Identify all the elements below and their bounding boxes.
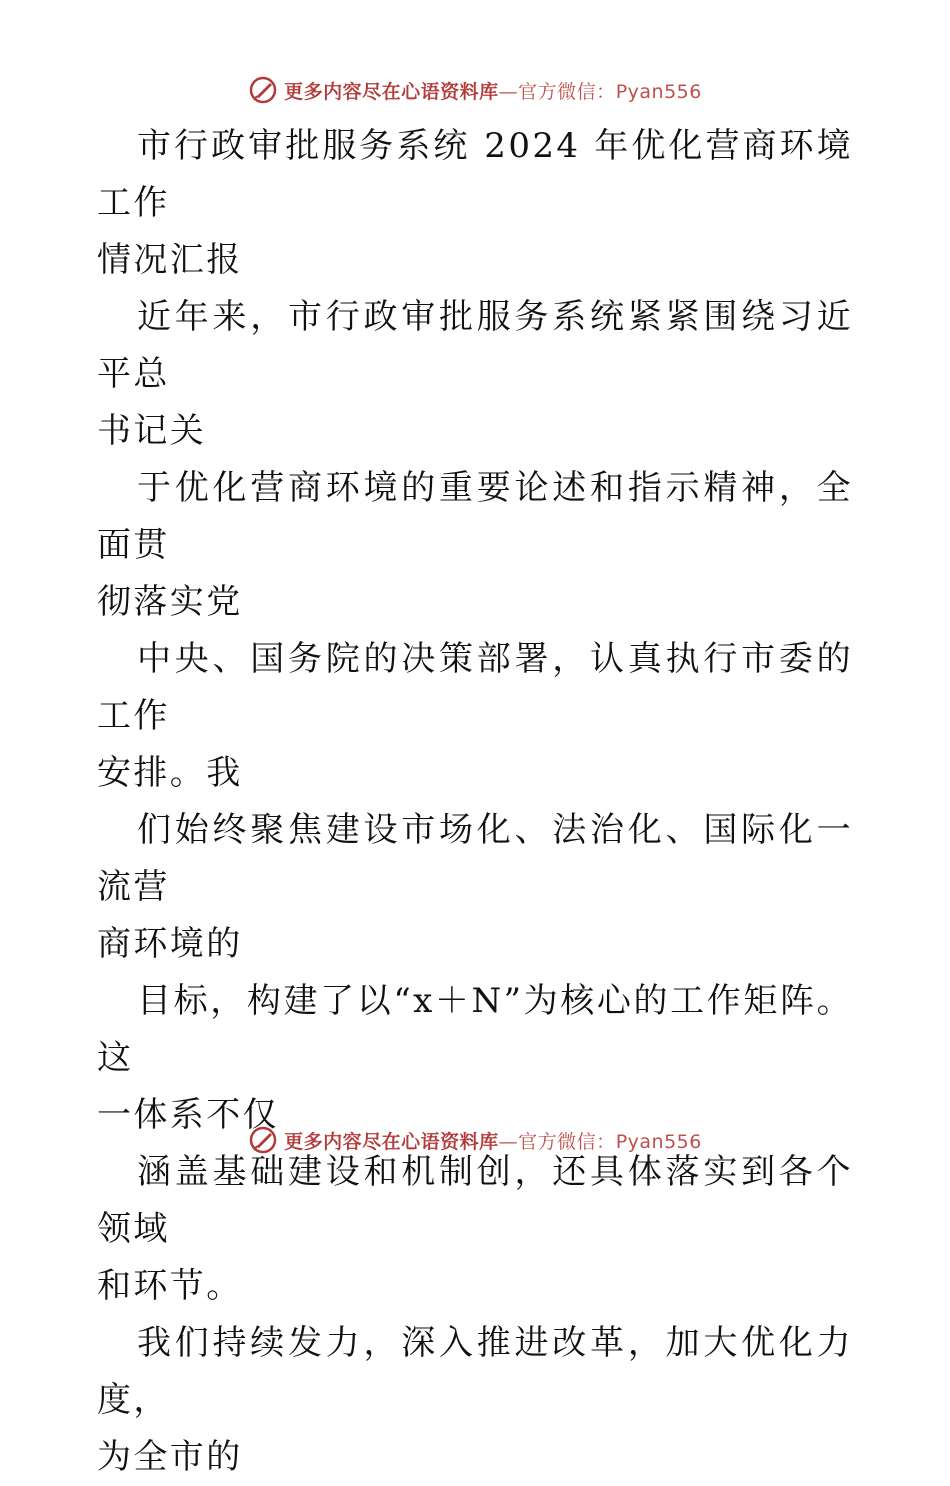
- footer-banner-handle: Pyan556: [615, 1130, 702, 1153]
- paragraph-5-line-2: 商环境的: [97, 924, 243, 964]
- paragraph-8-line-1: 我们持续发力，深入推进改革，加大优化力度，: [97, 1323, 853, 1420]
- footer-banner-sub: 官方微信：: [518, 1130, 616, 1153]
- footer-watermark-banner: [0, 1120, 950, 1160]
- header-banner-dash: —: [498, 80, 519, 103]
- paragraph-1: [97, 118, 853, 289]
- header-banner-text: [284, 77, 702, 104]
- paragraph-3: [97, 460, 853, 631]
- paragraph-6: [97, 973, 853, 1144]
- header-banner-main: 更多内容尽在心语资料库: [284, 80, 499, 103]
- paragraph-4-line-1: 中央、国务院的决策部署，认真执行市委的工作: [97, 639, 853, 736]
- paragraph-2-line-1: 近年来，市行政审批服务系统紧紧围绕习近平总: [97, 297, 853, 394]
- paragraph-8-line-2: 为全市的: [97, 1437, 243, 1477]
- paragraph-6-line-1: 目标，构建了以“x＋N”为核心的工作矩阵。这: [97, 981, 853, 1078]
- paragraph-8: [97, 1315, 853, 1486]
- footer-banner-dash: —: [498, 1130, 519, 1153]
- paragraph-1-line-2: 情况汇报: [97, 240, 243, 280]
- paragraph-7-line-2: 和环节。: [97, 1266, 243, 1306]
- paragraph-7-line-1: 涵盖基础建设和机制创，还具体落实到各个领域: [97, 1152, 853, 1249]
- paragraph-3-line-2: 彻落实党: [97, 582, 243, 622]
- paragraph-6-line-2: 一体系不仅: [97, 1095, 279, 1135]
- paragraph-5-line-1: 们始终聚焦建设市场化、法治化、国际化一流营: [97, 810, 853, 907]
- paragraph-5: [97, 802, 853, 973]
- header-banner-handle: Pyan556: [615, 80, 702, 103]
- paragraph-3-line-1: 于优化营商环境的重要论述和指示精神，全面贯: [97, 468, 853, 565]
- paragraph-4: [97, 631, 853, 802]
- paragraph-2: [97, 289, 853, 460]
- quill-logo-icon: [248, 1125, 278, 1155]
- document-body: [97, 118, 853, 1486]
- paragraph-2-line-2: 书记关: [97, 411, 207, 451]
- header-banner-sub: 官方微信：: [518, 80, 616, 103]
- quill-logo-icon: [248, 75, 278, 105]
- footer-banner-main: 更多内容尽在心语资料库: [284, 1130, 499, 1153]
- footer-banner-text: [284, 1127, 702, 1154]
- paragraph-1-line-1: 市行政审批服务系统 2024 年优化营商环境工作: [97, 126, 853, 223]
- header-watermark-banner: [0, 70, 950, 110]
- paragraph-4-line-2: 安排。我: [97, 753, 243, 793]
